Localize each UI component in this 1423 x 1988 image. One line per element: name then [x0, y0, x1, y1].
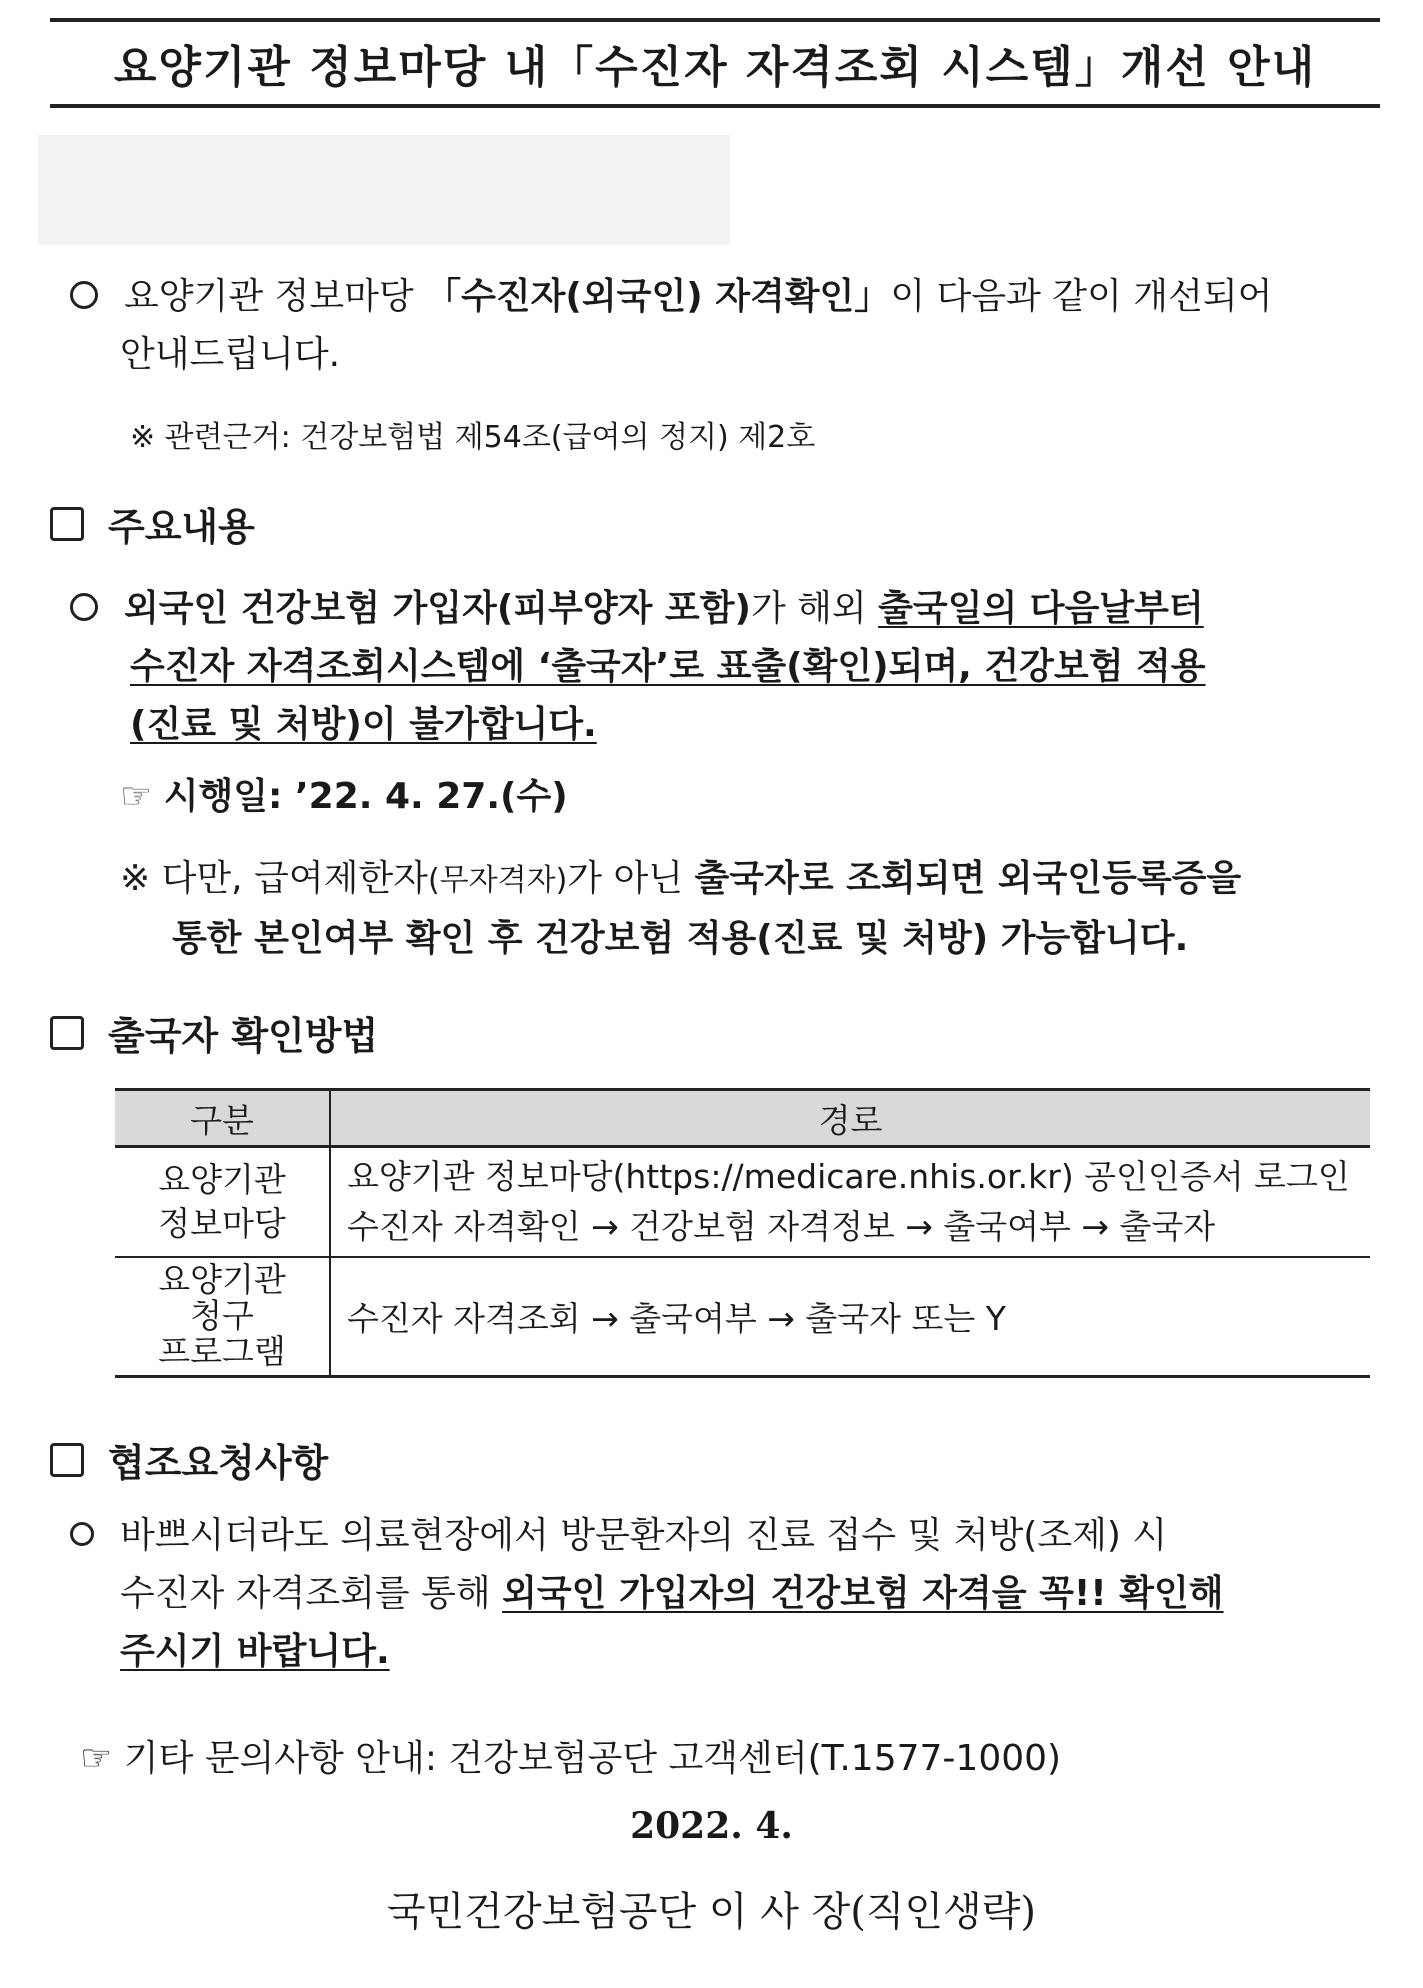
title-box: [50, 18, 1380, 108]
row1-route-line2: 수진자 자격확인 → 건강보험 자격정보 → 출국여부 → 출국자: [347, 1206, 1216, 1246]
inquiry-line: [80, 1730, 1061, 1788]
table-row: [115, 1257, 1370, 1375]
row1-route-line1: 요양기관 정보마당(https://medicare.nhis.or.kr) 공인인증서 로그인: [347, 1156, 1350, 1196]
reference-mark-icon: ※: [120, 858, 151, 899]
coop-paragraph: [70, 1507, 1380, 1681]
coop-line2-b: 외국인 가입자의 건강보험 자격을 꼭!! 확인해: [502, 1573, 1224, 1614]
main-content: [70, 580, 1380, 754]
intro-text-line2: 안내드립니다.: [120, 334, 341, 375]
section-check-heading: [50, 1005, 378, 1060]
note-text-d: 출국자로 조회되면 외국인등록증을: [694, 858, 1242, 899]
main-line1-b: 가 해외: [750, 588, 879, 629]
section-coop-heading: [50, 1432, 328, 1487]
signature-line: 국민건강보험공단 이 사 장(직인생략): [387, 1889, 1036, 1935]
circle-bullet-icon: [70, 593, 98, 621]
document-date: 2022. 4.: [630, 1805, 793, 1847]
effective-date: [120, 768, 568, 826]
page-title: 요양기관 정보마당 내「수진자 자격조회 시스템」개선 안내: [113, 42, 1317, 93]
circle-bullet-icon: [70, 1522, 94, 1546]
checkbox-icon: [50, 1443, 84, 1477]
coop-line3: 주시기 바랍니다.: [120, 1631, 390, 1672]
redacted-area: [38, 135, 730, 245]
intro-note: ※ 관련근거: 건강보험법 제54조(급여의 정지) 제2호: [130, 420, 816, 455]
main-line1-a: 외국인 건강보험 가입자(피부양자 포함): [124, 588, 751, 629]
section-check-label: 출국자 확인방법: [108, 1014, 379, 1058]
row2-route: 수진자 자격조회 → 출국여부 → 출국자 또는 Y: [330, 1257, 1370, 1375]
circle-bullet-icon: [70, 281, 98, 309]
section-main-heading: [50, 496, 255, 551]
table-header-route: 경로: [330, 1091, 1370, 1147]
main-line2: 수진자 자격조회시스템에 ‘출국자’로 표출(확인)되며, 건강보험 적용: [130, 646, 1206, 687]
note-line2: 통한 본인여부 확인 후 건강보험 적용(진료 및 처방) 가능합니다.: [172, 918, 1189, 959]
note-text-c: 가 아닌: [567, 858, 695, 899]
row1-category: 요양기관 정보마당: [115, 1147, 330, 1257]
intro-text-b: 「수진자(외국인) 자격확인」: [425, 276, 891, 317]
checkbox-icon: [50, 507, 84, 541]
pointing-hand-icon: ☞: [80, 1738, 113, 1779]
table-header-row: [115, 1091, 1370, 1147]
exception-note: [120, 850, 1380, 968]
coop-line2-a: 수진자 자격조회를 통해: [120, 1573, 503, 1614]
coop-line1: 바쁘시더라도 의료현장에서 방문환자의 진료 접수 및 처방(조제) 시: [120, 1515, 1168, 1556]
intro-text-c: 이 다음과 같이 개선되어: [890, 276, 1273, 317]
main-line1-c: 출국일의 다음날부터: [878, 588, 1204, 629]
section-coop-label: 협조요청사항: [108, 1441, 329, 1485]
section-main-label: 주요내용: [108, 505, 255, 549]
main-line3: (진료 및 처방)이 불가합니다.: [130, 704, 597, 745]
table-header-category: 구분: [115, 1091, 330, 1147]
row1-route: [330, 1147, 1370, 1257]
row2-category: 요양기관 청구 프로그램: [115, 1257, 330, 1375]
inquiry-text: 기타 문의사항 안내: 건강보험공단 고객센터(T.1577-1000): [123, 1738, 1062, 1779]
route-table-wrapper: [115, 1088, 1370, 1378]
intro-text-a: 요양기관 정보마당: [124, 276, 426, 317]
note-text-a: 다만, 급여제한자: [161, 858, 428, 899]
effective-date-text: 시행일: ’22. 4. 27.(수): [163, 776, 568, 817]
table-row: [115, 1147, 1370, 1257]
route-table: [115, 1091, 1370, 1375]
pointing-hand-icon: ☞: [120, 776, 153, 817]
intro-paragraph: [70, 268, 1380, 384]
checkbox-icon: [50, 1016, 84, 1050]
note-text-b: (무자격자): [427, 863, 568, 898]
